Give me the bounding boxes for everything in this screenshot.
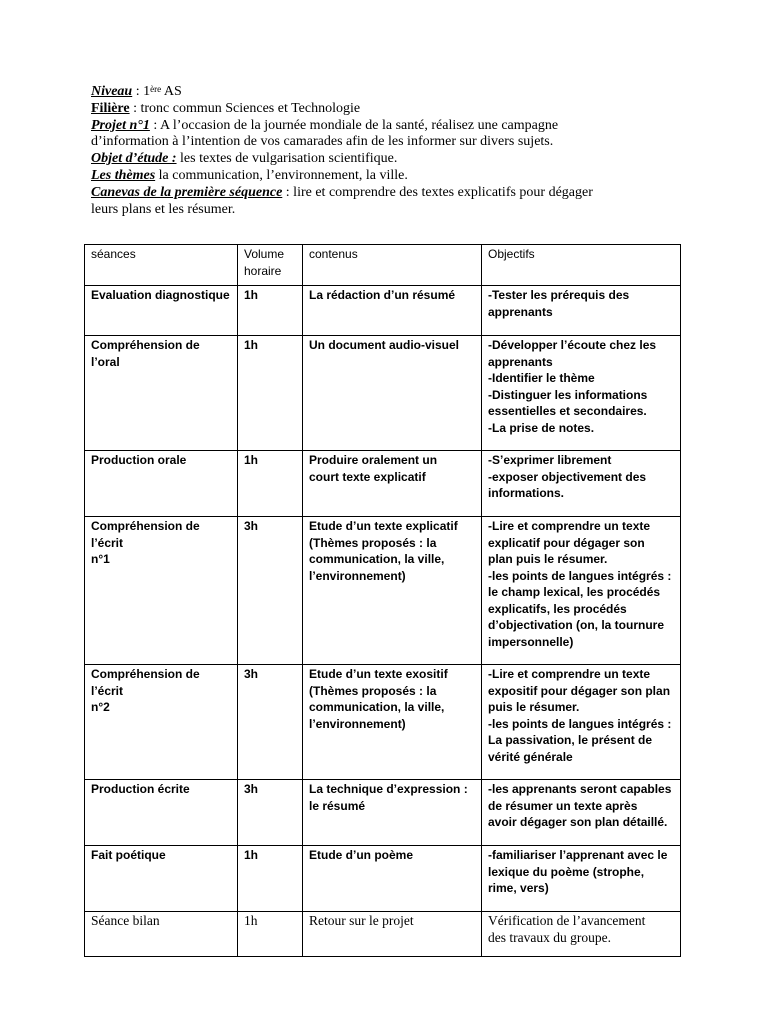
- table-row: [85, 780, 681, 846]
- volume-cell: 1h: [238, 912, 303, 957]
- seance-cell: Production orale: [85, 451, 238, 517]
- table-row: [85, 286, 681, 336]
- objectifs-cell: -Tester les prérequis des apprenants: [482, 286, 681, 336]
- niveau-sep: : 1: [132, 84, 151, 99]
- volume-cell: 1h: [238, 286, 303, 336]
- filiere-value: : tronc commun Sciences et Technologie: [129, 100, 361, 116]
- header-cell-volume: Volume horaire: [238, 245, 303, 286]
- themes-line: [91, 168, 691, 185]
- table-row: [85, 451, 681, 517]
- table-row: [85, 336, 681, 451]
- niveau-line: [91, 84, 691, 101]
- volume-cell: 3h: [238, 665, 303, 780]
- contenu-cell: La rédaction d’un résumé: [303, 286, 482, 336]
- canevas-line-2: [91, 202, 691, 219]
- objectifs-cell: -les apprenants seront capables de résumer un texte après avoir dégager son plan détaillé.: [482, 780, 681, 846]
- seance-cell: Séance bilan: [85, 912, 238, 957]
- volume-cell: 1h: [238, 451, 303, 517]
- seance-cell: Evaluation diagnostique: [85, 286, 238, 336]
- canevas-line: [91, 185, 691, 202]
- header-cell-objectifs: Objectifs: [482, 245, 681, 286]
- table-row: [85, 517, 681, 665]
- sequence-table: [84, 244, 681, 957]
- contenu-cell: La technique d’expression : le résumé: [303, 780, 482, 846]
- table-row: [85, 846, 681, 912]
- contenu-cell: Retour sur le projet: [303, 912, 482, 957]
- document-header: [91, 84, 691, 218]
- objectifs-cell: -familiariser l’apprenant avec le lexique du poème (strophe, rime, vers): [482, 846, 681, 912]
- projet-line: [91, 118, 691, 135]
- seance-cell: Production écrite: [85, 780, 238, 846]
- contenu-cell: Etude d’un texte explicatif (Thèmes proposés : la communication, la ville, l’environnement): [303, 517, 482, 665]
- seance-cell: Compréhension de l’oral: [85, 336, 238, 451]
- seance-cell: Compréhension de l’écrit n°1: [85, 517, 238, 665]
- contenu-cell: Un document audio-visuel: [303, 336, 482, 451]
- header-cell-contenus: contenus: [303, 245, 482, 286]
- projet-line-2: [91, 134, 691, 151]
- volume-cell: 1h: [238, 336, 303, 451]
- canevas-text-2: leurs plans et les résumer.: [91, 201, 236, 217]
- objectifs-cell: -S’exprimer librement -exposer objectivement des informations.: [482, 451, 681, 517]
- themes-label: Les thèmes: [91, 167, 156, 183]
- table-row: [85, 912, 681, 957]
- themes-value: la communication, l’environnement, la ville.: [155, 167, 408, 183]
- projet-text-2: d’information à l’intention de vos camarades afin de les informer sur divers sujets.: [91, 134, 554, 150]
- contenu-cell: Etude d’un poème: [303, 846, 482, 912]
- sequence-table-body: [85, 245, 681, 957]
- header-cell-seances: séances: [85, 245, 238, 286]
- projet-text-1: : A l’occasion de la journée mondiale de la santé, réalisez une campagne: [149, 117, 559, 133]
- objectifs-cell: -Lire et comprendre un texte explicatif pour dégager son plan puis le résumer. -les points de langues intégrés : le champ lexical, les procédés explicatifs, les procédés d’objectivation (on, la tournure impersonnelle): [482, 517, 681, 665]
- filiere-line: [91, 101, 691, 118]
- table-header-row: [85, 245, 681, 286]
- objectifs-cell: -Développer l’écoute chez les apprenants -Identifier le thème -Distinguer les informations essentielles et secondaires. -La prise de notes.: [482, 336, 681, 451]
- niveau-sup: ère: [150, 84, 162, 94]
- table-row: [85, 665, 681, 780]
- objectifs-cell: -Lire et comprendre un texte expositif pour dégager son plan puis le résumer. -les points de langues intégrés : La passivation, le présent de vérité générale: [482, 665, 681, 780]
- objet-label: Objet d’étude :: [91, 151, 177, 167]
- contenu-cell: Etude d’un texte exositif (Thèmes proposés : la communication, la ville, l’environnement): [303, 665, 482, 780]
- volume-cell: 3h: [238, 780, 303, 846]
- projet-label: Projet n°1: [91, 117, 150, 133]
- niveau-value: AS: [161, 84, 182, 99]
- seance-cell: Compréhension de l’écrit n°2: [85, 665, 238, 780]
- canevas-label: Canevas de la première séquence: [91, 184, 283, 200]
- contenu-cell: Produire oralement un court texte explicatif: [303, 451, 482, 517]
- objet-value: les textes de vulgarisation scientifique.: [176, 151, 398, 167]
- objet-line: [91, 151, 691, 168]
- volume-cell: 1h: [238, 846, 303, 912]
- niveau-label: Niveau: [91, 84, 133, 99]
- objectifs-cell: Vérification de l’avancement des travaux du groupe.: [482, 912, 681, 957]
- canevas-text-1: : lire et comprendre des textes explicatifs pour dégager: [282, 184, 593, 200]
- filiere-label: Filière: [91, 100, 130, 116]
- volume-cell: 3h: [238, 517, 303, 665]
- seance-cell: Fait poétique: [85, 846, 238, 912]
